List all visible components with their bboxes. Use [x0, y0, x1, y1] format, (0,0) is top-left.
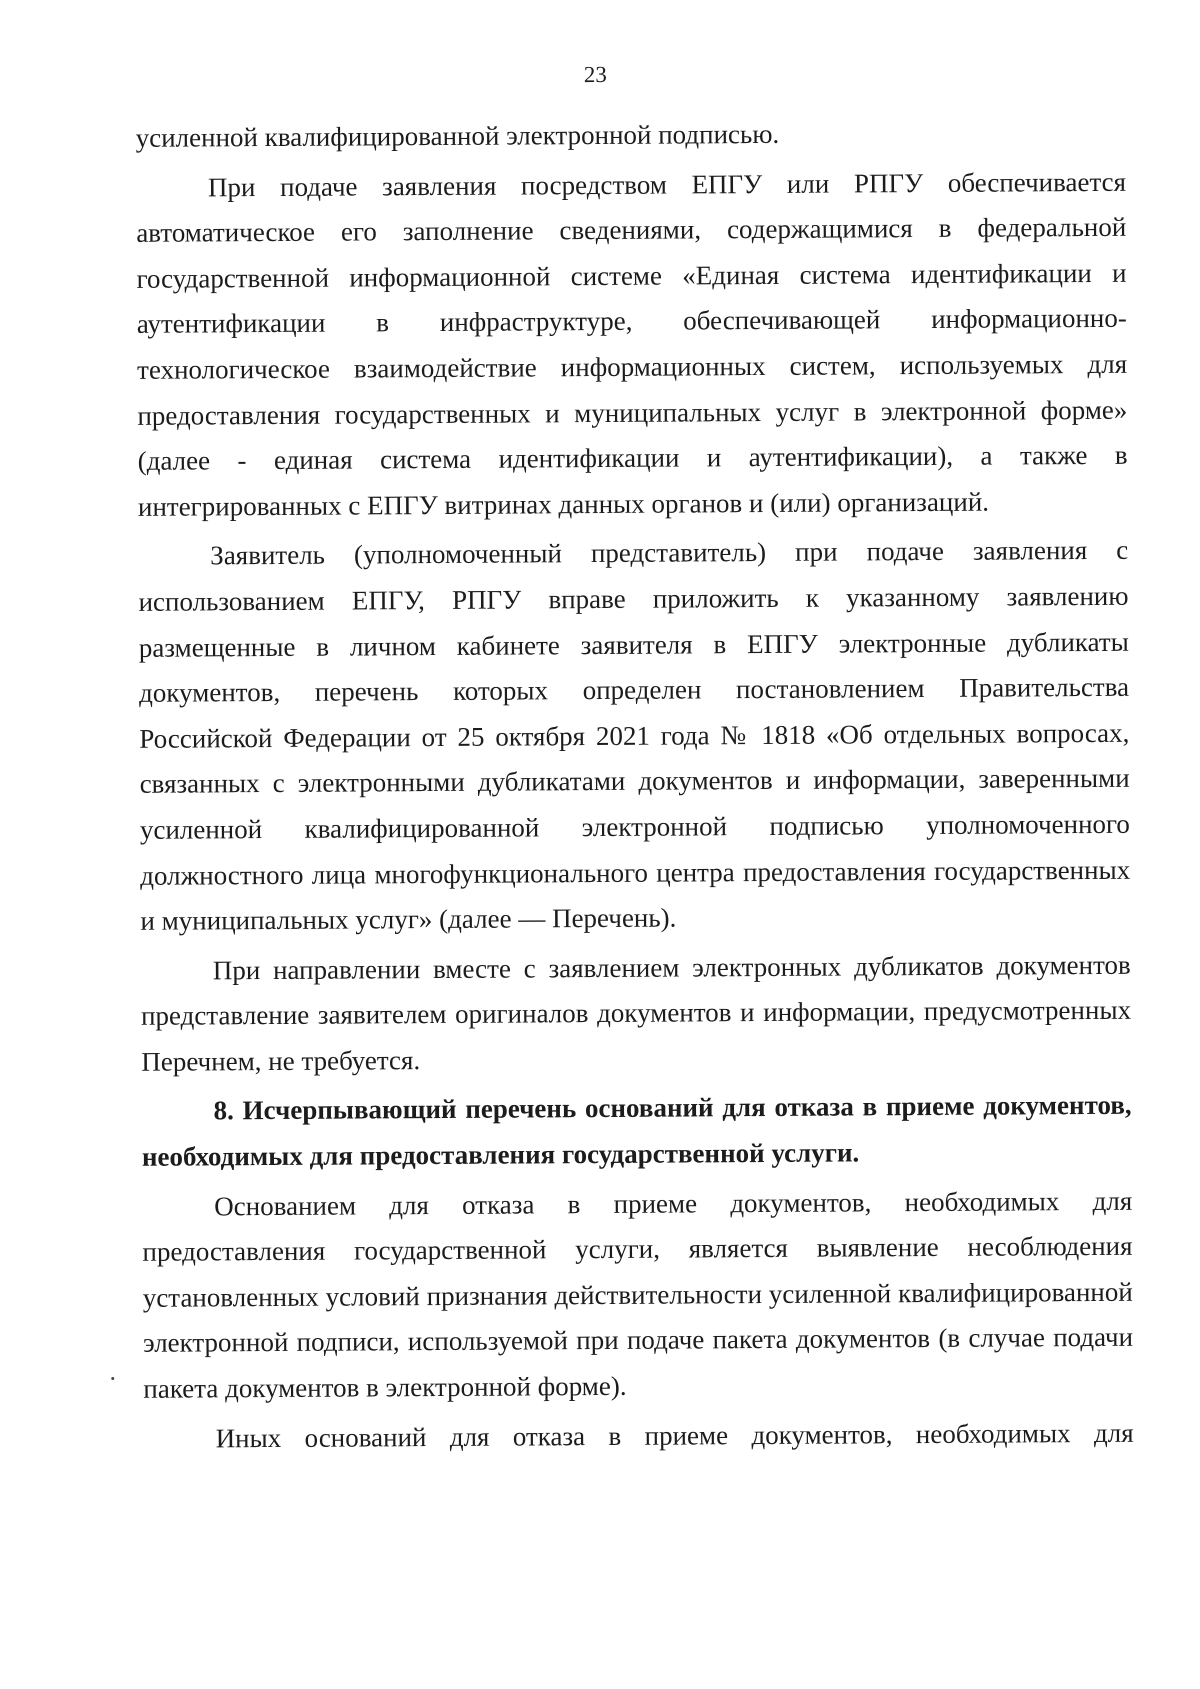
paragraph-continuation: усиленной квалифицированной электронной подписью. — [135, 118, 780, 153]
page-number: 23 — [583, 61, 607, 88]
paragraph-refusal-grounds: Основанием для отказа в приеме документов, необходимых для предоставления государственной услуги, является выявление несоблюдения установленных условий признания действительности усиленной квалифицированной электронной подписи, используемой при подаче пакета документов (в случае подачи пакета документов в электронной форме). — [142, 1185, 1134, 1404]
paragraph-epgu-autofill: При подаче заявления посредством ЕПГУ или РПГУ обеспечивается автоматическое его заполнение сведениями, содержащимися в федеральной государственной информационной системе «Единая система идентификации и аутентификации в инфраструктуре, обеспечивающей информационно-технологическое взаимодействие информационных систем, используемых для предоставления государственных и муниципальных услуг в электронной форме» (далее - единая система идентификации и аутентификации), а также в интегрированных с ЕПГУ витринах данных органов и (или) организаций. — [136, 166, 1128, 522]
paragraph-electronic-duplicates: Заявитель (уполномоченный представитель) при подаче заявления с использованием ЕПГУ, РПГУ вправе приложить к указанному заявлению размещенные в личном кабинете заявителя в ЕПГУ электронные дубликаты документов, перечень которых определен постановлением Правительства Российской Федерации от 25 октября 2021 года № 1818 «Об отдельных вопросах, связанных с электронными дубликатами документов и информации, заверенными усиленной квалифицированной электронной подписью уполномоченного должностного лица многофункционального центра предоставления государственных и муниципальных услуг» (далее — Перечень). — [138, 535, 1131, 936]
section-heading-8: 8. Исчерпывающий перечень оснований для отказа в приеме документов, необходимых для предоставления государственной услуги. — [141, 1090, 1132, 1172]
paragraph-other-grounds: Иных оснований для отказа в приеме документов, необходимых для — [215, 1417, 1134, 1453]
paragraph-originals-not-required: При направлении вместе с заявлением электронных дубликатов документов представление заявителем оригиналов документов и информации, предусмотренных Перечнем, не требуется. — [140, 949, 1132, 1077]
document-body — [136, 110, 1134, 1466]
scan-speck — [111, 1377, 114, 1380]
